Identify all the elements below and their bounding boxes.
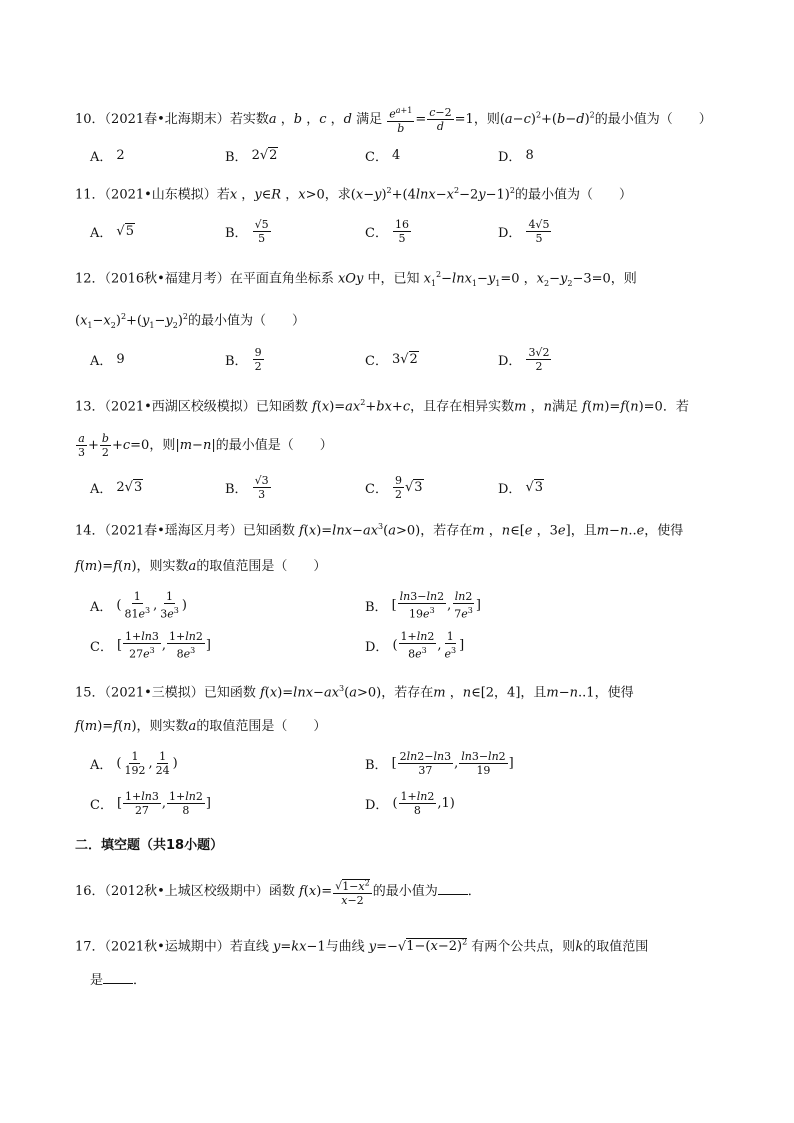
answer-blank[interactable] xyxy=(103,971,133,984)
question-16: 16．（2012秋•上城区校级期中）函数 f(x)= $\frac{√1-x^2}{x-2}$ 的最小值为 ． xyxy=(75,878,481,907)
option-a[interactable]: A． ( $\frac{1}{81e^3}$ , $\frac{1}{3e^3}$ ) xyxy=(90,589,187,621)
option-d[interactable]: D． √3 xyxy=(498,479,544,497)
option-a[interactable]: A． 2 xyxy=(90,147,125,165)
question-source: （2012秋•上城区校级期中） xyxy=(104,883,269,899)
question-12: 12．（2016秋•福建月考）在平面直角坐标系 xOy 中，已知 $x_1^2-\ln x_1-y_1=0$ ，$x_2-y_2-3=0$，则 xyxy=(75,270,637,288)
fraction: $\frac{e^{a+1}}{b}$ xyxy=(389,106,413,135)
option-b[interactable]: B． $\frac{√5}{5}$ xyxy=(225,217,269,245)
option-b[interactable]: B． [ $\frac{2\ln 2-\ln 3}{37}$ , $\frac{\ln 3-\ln 2}{19}$ ] xyxy=(365,749,514,777)
option-c[interactable]: C． [ $\frac{1+\ln 3}{27}$ , $\frac{1+\ln 2}{8}$ ] xyxy=(90,789,211,817)
section-title: 二．填空题（共18小题） xyxy=(75,838,224,853)
option-d[interactable]: D． ( $\frac{1+\ln 2}{8e^3}$ , $\frac{1}{e^3}$ ] xyxy=(365,629,465,661)
question-15: 15．（2021•三模拟）已知函数 $f(x)=\ln x-ax^3(a>0)$，若存在m ，n∈[2，4]，且m−n..1，使得 xyxy=(75,684,634,701)
question-source: （2021秋•运城期中） xyxy=(104,939,230,955)
option-d[interactable]: D． $\frac{3√2}{2}$ xyxy=(498,345,550,373)
question-15-line2: f(m)=f(n)，则实数a的取值范围是（ ） xyxy=(75,719,327,734)
question-14-line2: f(m)=f(n)，则实数a的取值范围是（ ） xyxy=(75,559,327,574)
option-a[interactable]: A． ( $\frac{1}{192}$ , $\frac{1}{24}$ ) xyxy=(90,749,178,777)
fraction: $\frac{c-2}{d}$ xyxy=(429,105,452,133)
question-13: 13．（2021•西湖区校级模拟）已知函数 $f(x)=ax^2+bx+c$，且存在相异实数m ，n满足 f(m)=f(n)=0．若 xyxy=(75,398,689,415)
option-a[interactable]: A． √5 xyxy=(90,223,134,241)
question-source: （2021•西湖区校级模拟） xyxy=(104,399,256,415)
option-d[interactable]: D． ( $\frac{1+\ln 2}{8}$ ,1) xyxy=(365,789,455,817)
option-c[interactable]: C． [ $\frac{1+\ln 3}{27e^3}$ , $\frac{1+\ln 2}{8e^3}$ ] xyxy=(90,629,211,661)
question-13-line2: $\frac{a}{3}$ + $\frac{b}{2}$ +c=0，则|m−n|的最小值是（ ） xyxy=(78,432,333,459)
option-a[interactable]: A． 2 √3 xyxy=(90,479,143,497)
option-a[interactable]: A． 9 xyxy=(90,351,125,369)
option-b[interactable]: B． 2 √2 xyxy=(225,147,278,165)
question-source: （2021春•北海期末） xyxy=(104,111,230,127)
option-d[interactable]: D． 8 xyxy=(498,147,534,165)
question-source: （2021•山东模拟） xyxy=(104,187,217,203)
question-source: （2016秋•福建月考） xyxy=(104,271,230,287)
question-11: 11．（2021•山东模拟）若x ，y∈R ，x>0，求$(x-y)^2+(4\ln x-x^2-2y-1)^2$的最小值为（ ） xyxy=(75,186,632,203)
answer-blank[interactable] xyxy=(438,882,468,895)
option-b[interactable]: B． $\frac{√3}{3}$ xyxy=(225,473,269,501)
option-c[interactable]: C． $\frac{9}{2}$ √3 xyxy=(365,473,423,501)
option-c[interactable]: C． 4 xyxy=(365,147,401,165)
option-b[interactable]: B． $\frac{9}{2}$ xyxy=(225,345,262,373)
question-10: 10．（2021春•北海期末）若实数a ，b ，c ，d 满足 $\frac{e^{a+1}}{b}$ = $\frac{c-2}{d}$ =1，则$(a-c)^2+(b-d)^2$的最小值为（ ） xyxy=(75,105,712,135)
question-number: 10． xyxy=(75,111,105,127)
option-c[interactable]: C． 3 √2 xyxy=(365,351,418,369)
question-12-line2: $(x_1-x_2)^2+(y_1-y_2)^2$的最小值为（ ） xyxy=(75,312,305,330)
question-17-line2: 是 ． xyxy=(90,973,147,988)
option-c[interactable]: C． $\frac{16}{5}$ xyxy=(365,217,409,245)
option-d[interactable]: D． $\frac{4√5}{5}$ xyxy=(498,217,550,245)
option-b[interactable]: B． [ $\frac{\ln 3-\ln 2}{19e^3}$ , $\frac{\ln 2}{7e^3}$ ] xyxy=(365,589,481,621)
question-source: （2021春•瑶海区月考） xyxy=(104,523,243,539)
question-17: 17．（2021秋•运城期中）若直线 y=kx−1与曲线 $y=-√1-(x-2)^2$ 有两个公共点，则k的取值范围 xyxy=(75,938,649,955)
question-14: 14．（2021春•瑶海区月考）已知函数 $f(x)=\ln x-ax^3(a>0)$，若存在m ，n∈[e ，3e]，且m−n..e，使得 xyxy=(75,522,684,539)
question-source: （2021•三模拟） xyxy=(104,685,204,701)
